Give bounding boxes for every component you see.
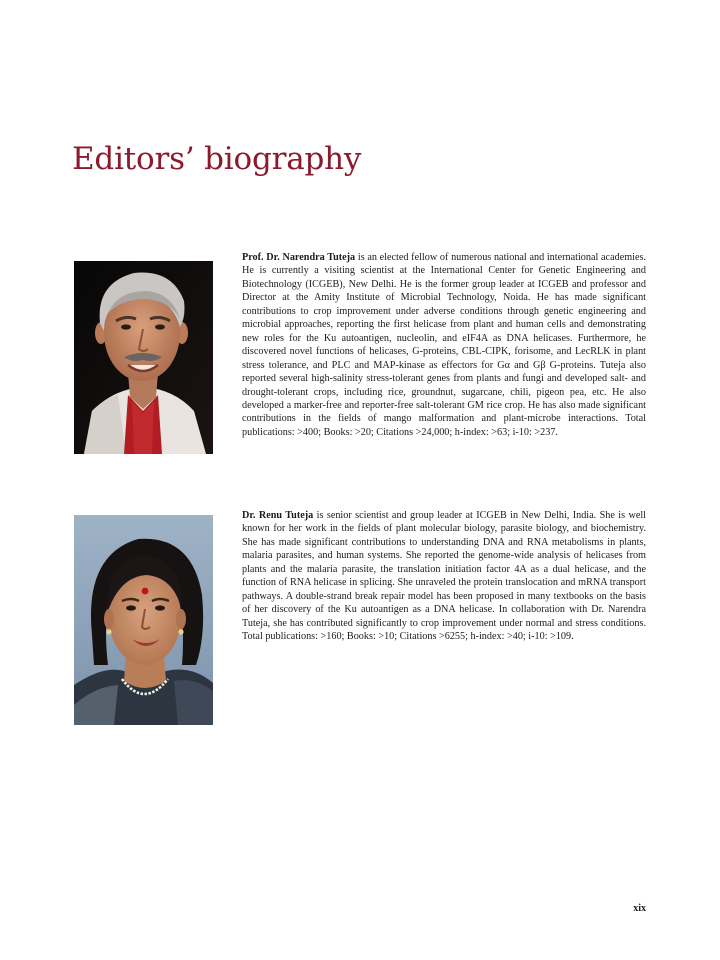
editor-name: Prof. Dr. Narendra Tuteja [242, 252, 356, 263]
page-number: xix [633, 903, 646, 914]
editor-photo-renu-tuteja [74, 515, 213, 725]
editor-bio-text: is an elected fellow of numerous national and international academies. He is currently a visiting scientist at the International Center for Genetic Engineering and Biotechnology (ICGEB), New Delhi. He is the former group leader at ICGEB and professor and Director at the Amity Institute of Microbial Technology, Noida. He has made significant contributions to crop improvement under adverse conditions through genetic engineering and microbial approaches, reporting the first helicase from plant and human cells and demonstrating new roles for the Ku autoantigen, nucleolin, and eIF4A as DNA helicases. Furthermore, he discovered novel functions of helicases, G-proteins, CBL-CIPK, forisome, and LecRLK in plant stress tolerance, and PLC and MAP-kinase as effectors for Gα and Gβ G-proteins. Tuteja also reported several high-salinity stress-tolerant genes from plants and fungi and developed salt- and drought-tolerant crops, including rice, groundnut, sugarcane, chili, pigeon pea, etc. He also developed a marker-free and reporter-free salt-tolerant GM rice crop. He has also made significant contributions in the fields of mango malformation and plant-microbe interactions. Total publications: >400; Books: >20; Citations >24,000; h-index: >63; i-10: >237. [242, 252, 646, 438]
editor-bio-text: is senior scientist and group leader at ICGEB in New Delhi, India. She is well known for her work in the fields of plant molecular biology, parasite biology, and biochemistry. She has made significant contributions to understanding DNA and RNA metabolisms in plants, malaria parasites, and human systems. She reported the genome-wide analysis of helicases from plants and the malaria parasite, the translation initiation factor 4A as a dual helicase, and the function of RNA helicase in splicing. She unraveled the protein translocation and mRNA transport pathways. A double-strand break repair model has been proposed in many textbooks on the basis of her discovery of the Ku autoantigen as a DNA helicase. In collaboration with Dr. Narendra Tuteja, she has contributed significantly to crop improvement under normal and stress conditions. Total publications: >160; Books: >10; Citations >6255; h-index: >40; i-10: >109. [242, 510, 647, 643]
editor-bio-renu-tuteja [242, 509, 646, 644]
editor-photo-narendra-tuteja [74, 261, 213, 454]
editor-name: Dr. Renu Tuteja [242, 510, 314, 521]
editor-bio-narendra-tuteja [242, 251, 646, 439]
page-title: Editors’ biography [72, 141, 362, 177]
